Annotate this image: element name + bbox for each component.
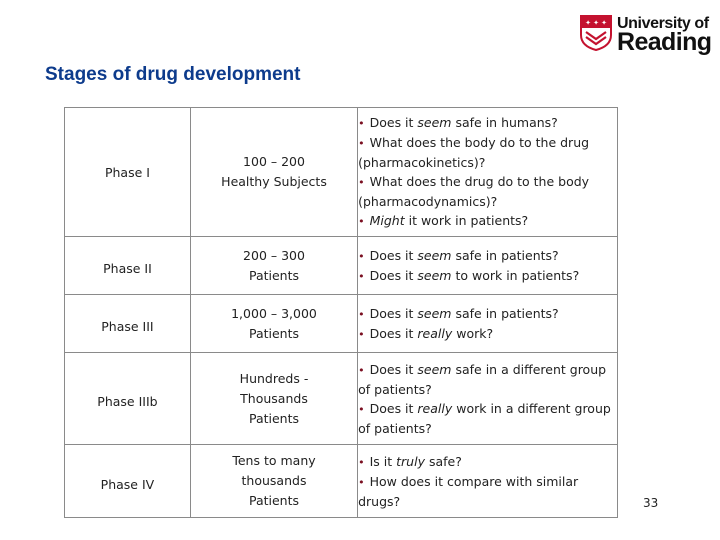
subjects-cell	[190, 295, 357, 353]
question-item	[358, 472, 617, 511]
bullet-icon: •	[358, 137, 365, 150]
question-text: What does the drug do to the body (pharmacodynamics)?	[358, 174, 590, 209]
bullet-icon: •	[358, 176, 365, 189]
svg-text:✦: ✦	[593, 19, 599, 27]
phase-cell: Phase I	[65, 108, 191, 237]
question-text: Does it	[369, 325, 418, 341]
question-emphasis: really	[417, 400, 453, 416]
phase-cell: Phase IIIb	[65, 353, 191, 445]
table-row	[65, 295, 618, 353]
shield-icon	[580, 15, 612, 51]
bullet-icon: •	[358, 307, 365, 321]
question-text: work?	[452, 325, 494, 341]
subjects-line: Patients	[248, 267, 300, 283]
question-text: safe in patients?	[451, 305, 559, 321]
question-text: Does it	[369, 305, 418, 321]
question-text: to work in patients?	[451, 267, 580, 283]
question-text: safe in humans?	[451, 115, 558, 130]
question-item	[358, 360, 617, 399]
subjects-line: Thousands	[240, 390, 308, 406]
logo-line-2: Reading	[617, 28, 712, 56]
question-text: Does it	[369, 247, 418, 263]
questions-cell	[358, 445, 618, 518]
table-row	[65, 237, 618, 295]
svg-text:✦: ✦	[601, 19, 607, 27]
subjects-cell	[190, 237, 357, 295]
question-item	[358, 304, 617, 324]
svg-text:✦: ✦	[585, 19, 591, 27]
questions-cell	[358, 353, 618, 445]
question-text: What does the body do to the drug (pharmacokinetics)?	[358, 135, 590, 170]
subjects-line: Patients	[248, 325, 300, 341]
question-item	[358, 113, 617, 133]
question-text: Does it	[369, 400, 418, 416]
subjects-line: Patients	[248, 410, 300, 426]
question-emphasis: really	[417, 325, 453, 341]
question-emphasis: truly	[396, 453, 425, 469]
phase-cell: Phase II	[65, 237, 191, 295]
question-emphasis: seem	[417, 267, 452, 283]
subjects-line: 200 – 300	[243, 247, 305, 263]
question-text: safe?	[424, 453, 462, 469]
bullet-icon: •	[358, 249, 365, 263]
questions-cell	[358, 108, 618, 237]
subjects-cell	[190, 445, 357, 518]
question-text: Does it	[369, 115, 418, 130]
question-item	[358, 133, 617, 172]
subjects-line: 100 – 200	[243, 154, 305, 169]
question-text: it work in patients?	[404, 213, 529, 228]
bullet-icon: •	[358, 117, 365, 130]
logo-line-1: University of	[617, 15, 709, 32]
university-logo	[580, 14, 712, 56]
bullet-icon: •	[358, 475, 365, 489]
question-emphasis: Might	[369, 213, 405, 228]
question-text: How does it compare with similar drugs?	[358, 473, 579, 509]
subjects-line: Tens to many	[232, 453, 316, 468]
questions-cell	[358, 295, 618, 353]
table-row	[65, 108, 618, 237]
drug-stages-table	[64, 107, 618, 518]
question-text: safe in a different group of patients?	[358, 361, 607, 397]
bullet-icon: •	[358, 269, 365, 283]
question-text: Does it	[369, 361, 418, 377]
question-item	[358, 266, 617, 286]
question-item	[358, 324, 617, 344]
slide-title: Stages of drug development	[45, 64, 301, 85]
question-text: safe in patients?	[451, 247, 559, 263]
subjects-line: Healthy Subjects	[221, 174, 327, 189]
question-item	[358, 246, 617, 266]
phase-cell: Phase IV	[65, 445, 191, 518]
subjects-line: Hundreds -	[239, 370, 309, 386]
question-item	[358, 211, 617, 231]
page-number: 33	[643, 496, 659, 510]
phase-cell: Phase III	[65, 295, 191, 353]
question-emphasis: seem	[417, 115, 452, 130]
bullet-icon: •	[358, 215, 365, 228]
question-item	[358, 452, 617, 472]
bullet-icon: •	[358, 455, 365, 469]
question-text: Is it	[369, 453, 397, 469]
question-item	[358, 172, 617, 211]
questions-cell	[358, 237, 618, 295]
subjects-cell	[190, 353, 357, 445]
question-text: Does it	[369, 267, 418, 283]
table-row	[65, 353, 618, 445]
bullet-icon: •	[358, 363, 365, 377]
subjects-cell	[190, 108, 357, 237]
subjects-line: 1,000 – 3,000	[231, 305, 317, 321]
bullet-icon: •	[358, 327, 365, 341]
question-item	[358, 399, 617, 438]
question-emphasis: seem	[417, 361, 452, 377]
question-emphasis: seem	[417, 247, 452, 263]
subjects-line: Patients	[248, 493, 300, 508]
table-row	[65, 445, 618, 518]
question-emphasis: seem	[417, 305, 452, 321]
question-text: work in a different group of patients?	[358, 400, 611, 436]
bullet-icon: •	[358, 402, 365, 416]
subjects-line: thousands	[241, 473, 307, 488]
